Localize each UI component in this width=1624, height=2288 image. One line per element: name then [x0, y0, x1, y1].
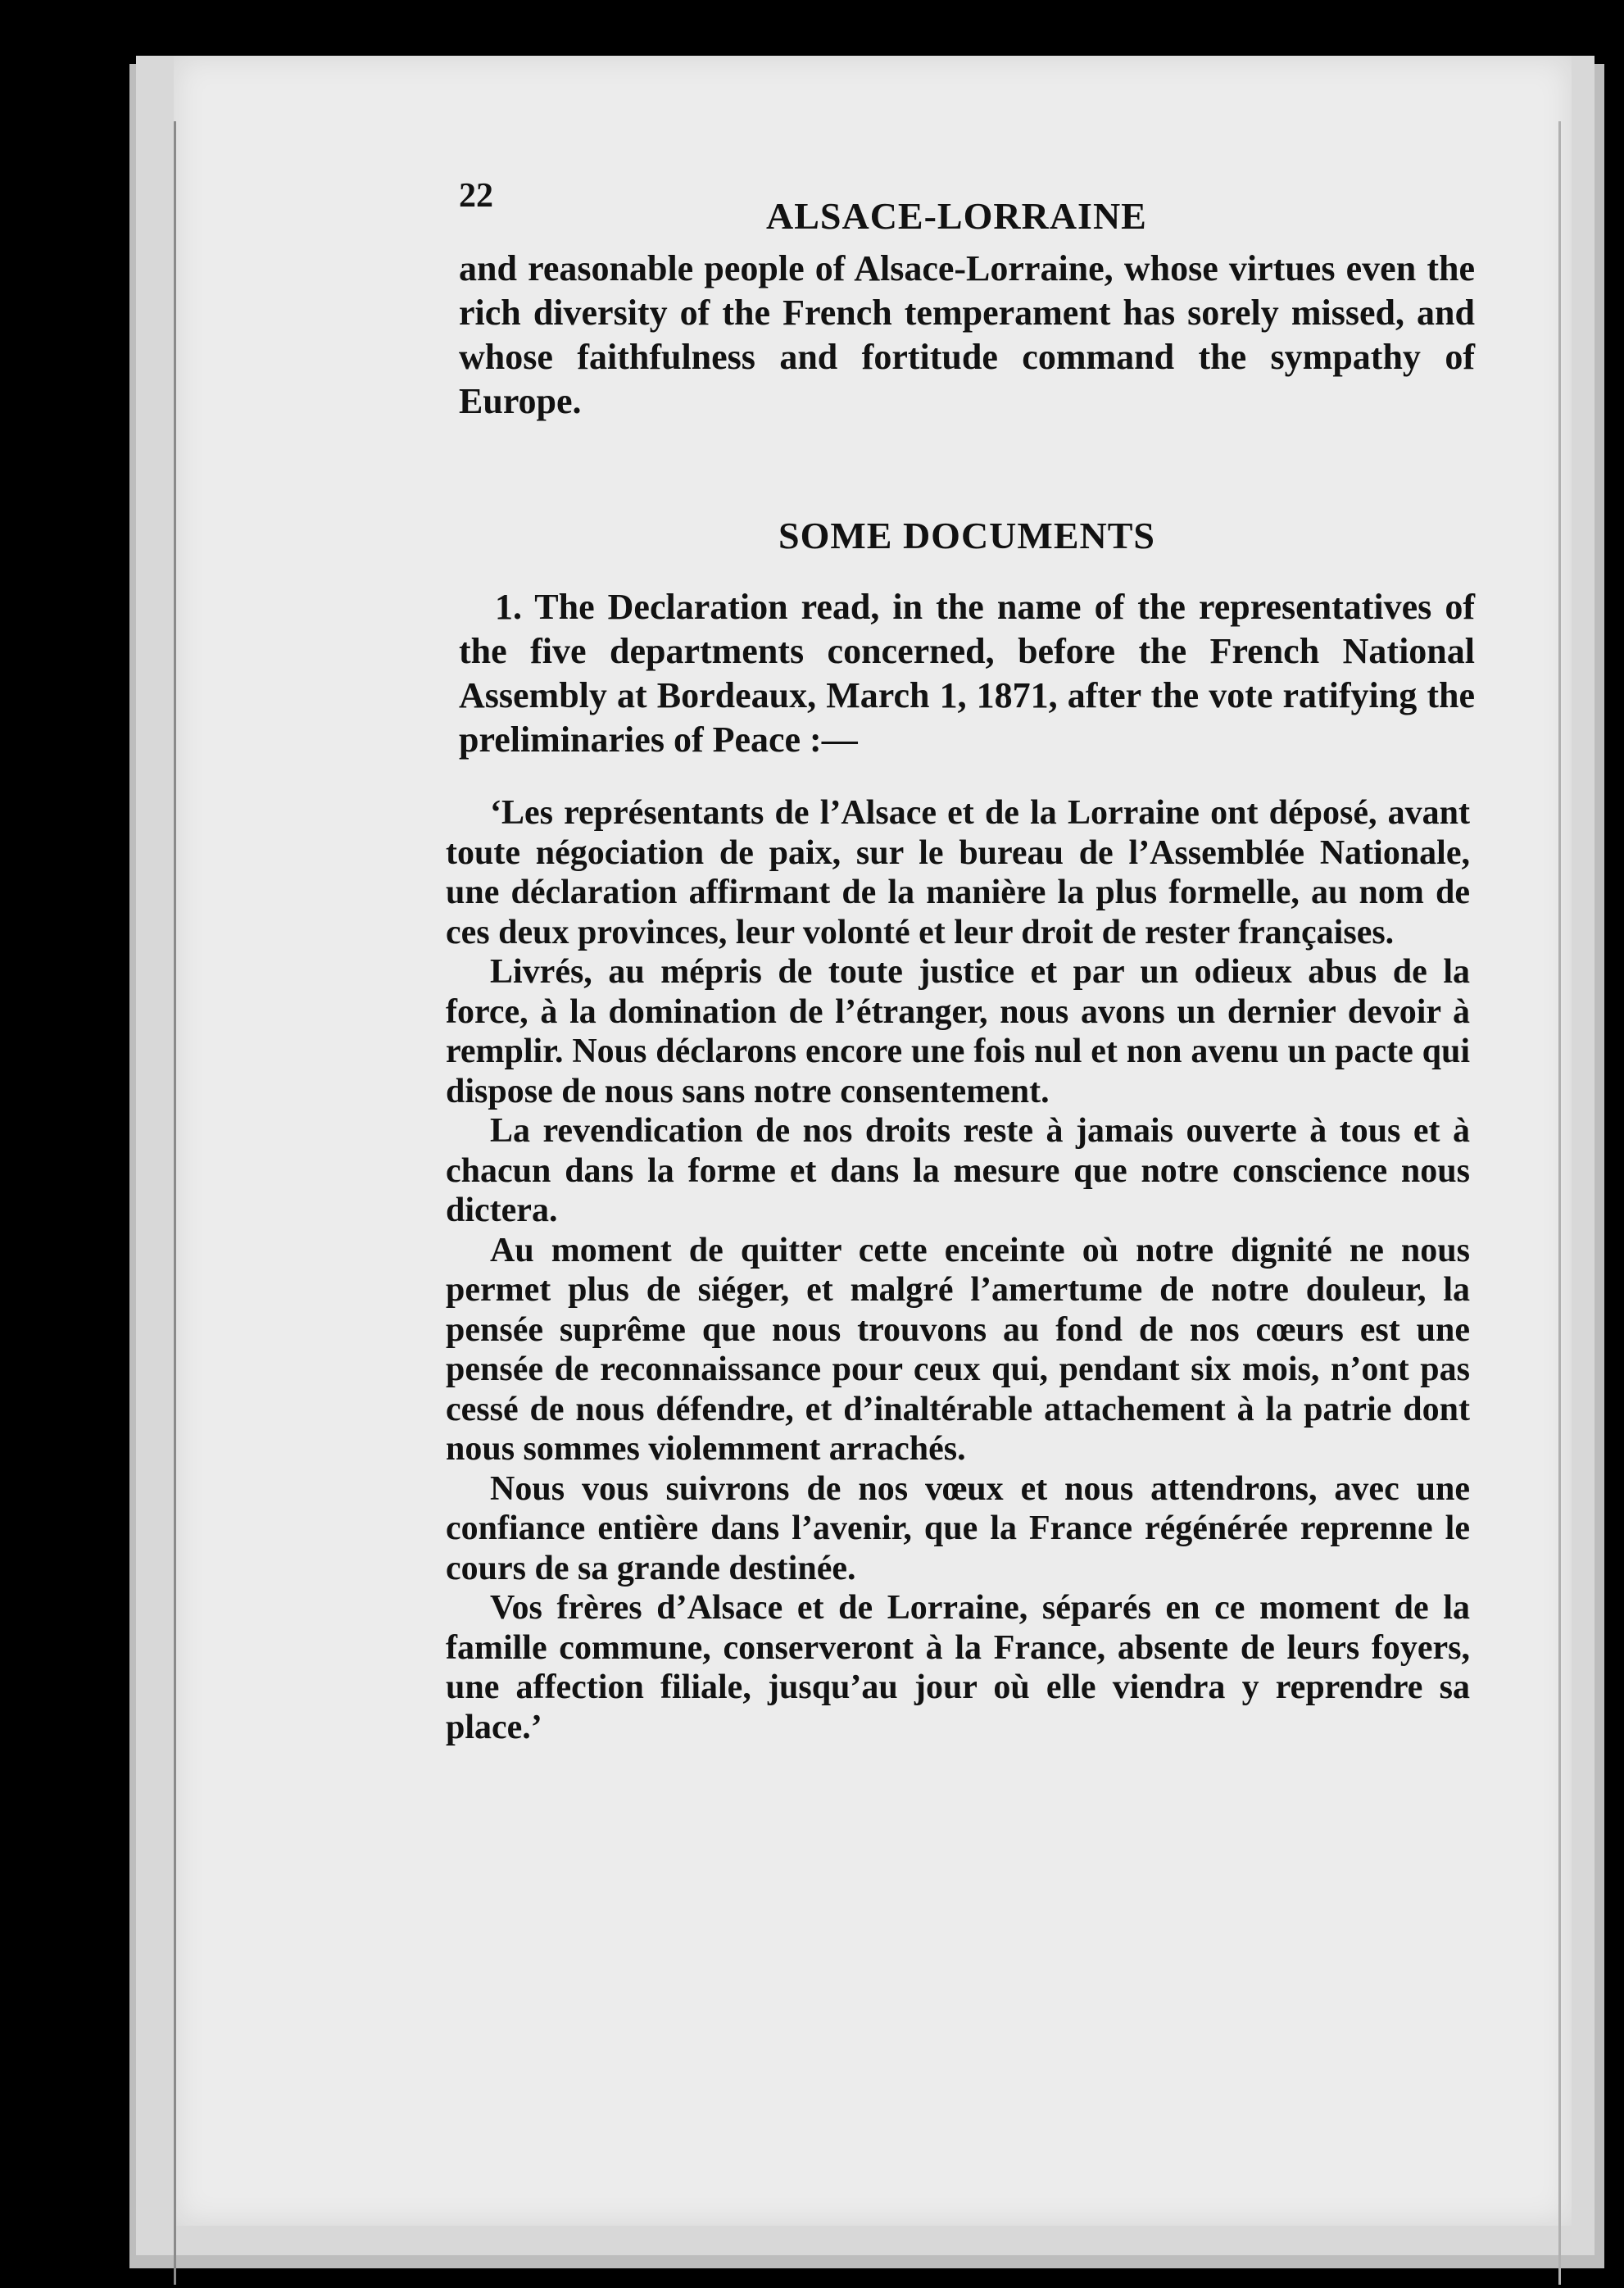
quote-paragraph: Nous vous suivrons de nos vœux et nous attendrons, avec une confiance entière dans l’avenir, que la France régénérée reprenne le cours de sa grande destinée. — [446, 1469, 1470, 1587]
quote-paragraph: ‘Les représentants de l’Alsace et de la Lorraine ont déposé, avant toute négociation de paix, sur le bureau de l’Assemblée Nationale, une déclaration affirmant de la manière la plus formelle, au nom de ces deux provinces, leur volonté et leur droit de rester françaises. — [446, 794, 1470, 951]
section-heading: SOME DOCUMENTS — [778, 515, 1155, 556]
quote-paragraph: Vos frères d’Alsace et de Lorraine, séparés en ce moment de la famille commune, conserveront à la France, absente de leurs foyers, une affection filiale, jusqu’au jour où elle viendra y reprendre sa place.’ — [446, 1589, 1470, 1746]
quote-paragraph: Au moment de quitter cette enceinte où notre dignité ne nous permet plus de siéger, et malgré l’amertume de notre douleur, la pensée suprême que nous trouvons au fond de nos cœurs est une pensée de reconnaissance pour ceux qui, pendant six mois, n’ont pas cessé de nous défendre, et d’inaltérable attachement à la patrie dont nous sommes violemment arrachés. — [446, 1231, 1470, 1468]
declaration-quote — [446, 793, 1470, 1747]
intro-paragraph: and reasonable people of Alsace-Lorraine, whose virtues even the rich diversity of the French temperament has sorely missed, and whose faithfulness and fortitude command the sympathy of Europe. — [459, 248, 1475, 421]
page-gutter-line — [174, 121, 176, 2285]
running-head — [459, 176, 1475, 242]
page-right-edge-line — [1558, 121, 1561, 2285]
document-item-1: 1. The Declaration read, in the name of the representatives of the five departments concerned, before the French National Assembly at Bordeaux, March 1, 1871, after the vote ratifying the preliminaries of Peace :— — [459, 587, 1475, 760]
running-title: ALSACE-LORRAINE — [766, 195, 1147, 237]
page-number: 22 — [459, 177, 493, 215]
quote-paragraph: La revendication de nos droits reste à jamais ouverte à tous et à chacun dans la forme et dans la mesure que notre conscience nous dictera. — [446, 1112, 1470, 1229]
quote-paragraph: Livrés, au mépris de toute justice et par un odieux abus de la force, à la domination de l’étranger, nous avons un dernier devoir à remplir. Nous déclarons encore une fois nul et non avenu un pacte qui dispose de nous sans notre consentement. — [446, 953, 1470, 1110]
page-content — [446, 176, 1475, 1747]
